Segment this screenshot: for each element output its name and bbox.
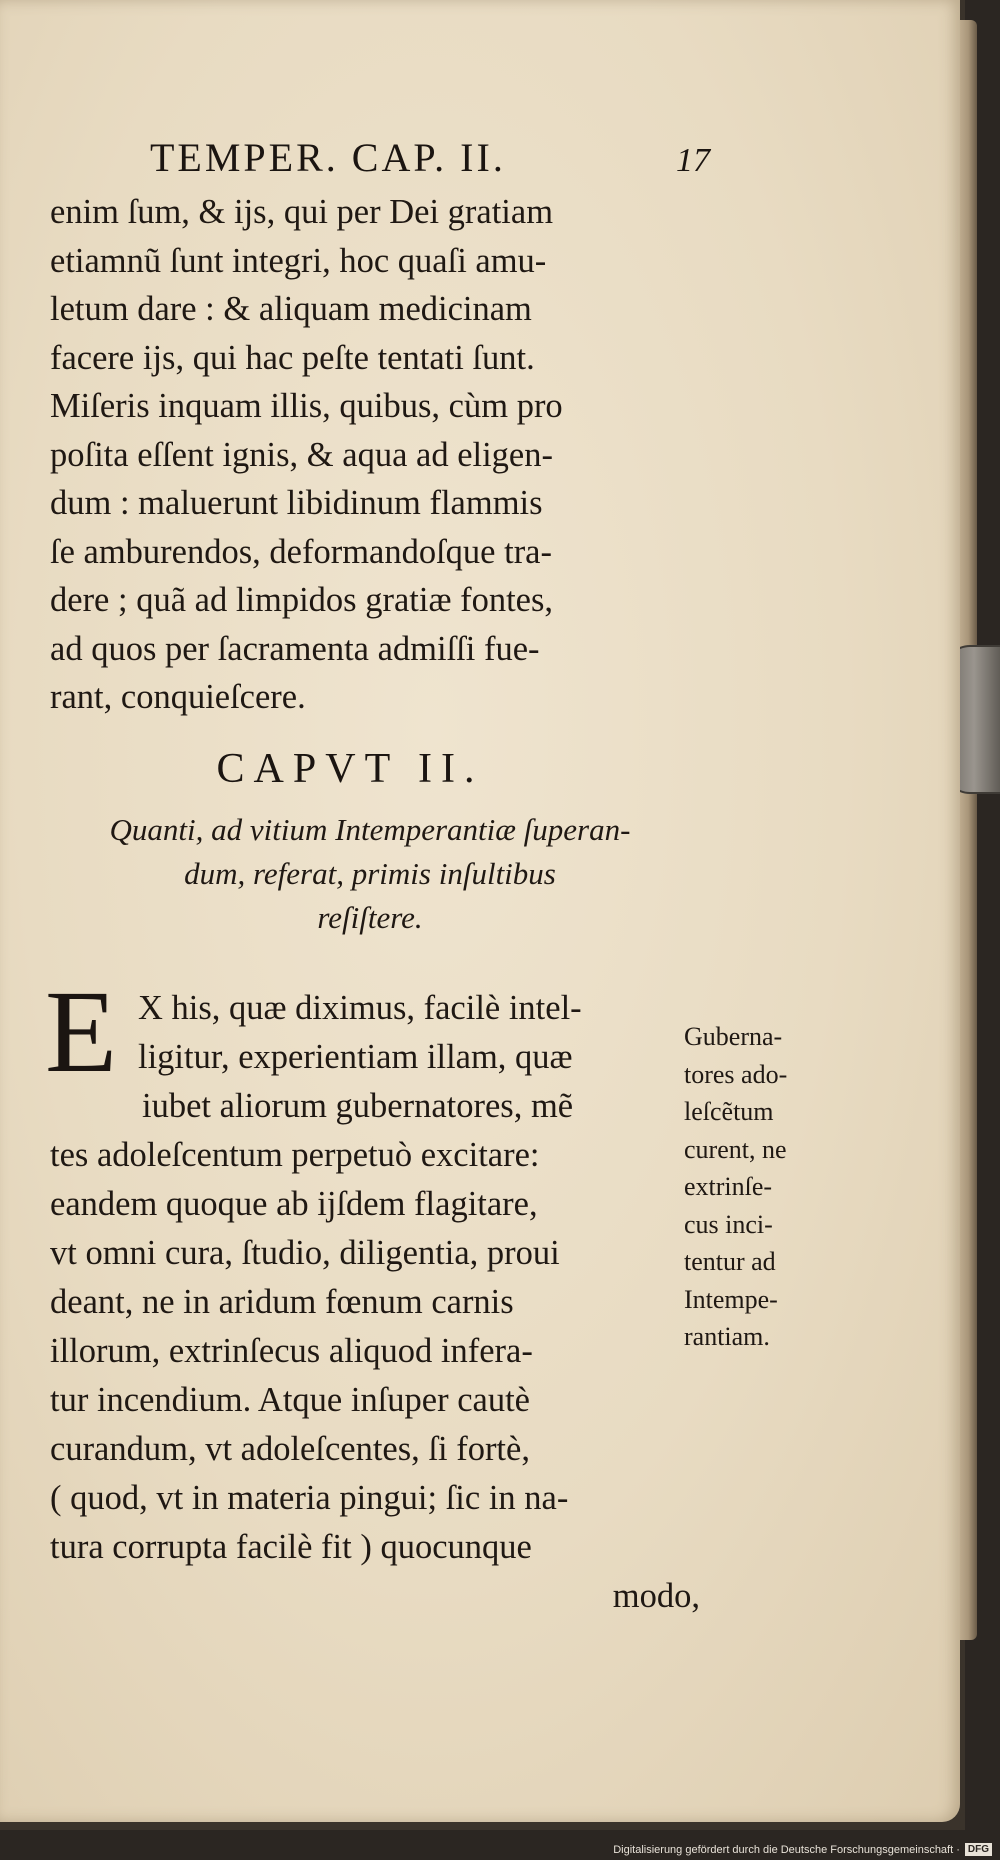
drop-cap-initial: E [44, 966, 118, 1097]
text-line: X his, quæ diximus, facilè intel- [138, 989, 582, 1027]
marginal-line: Guberna- [684, 1022, 783, 1051]
text-line: etiamnũ ſunt integri, hoc quaſi amu- [50, 241, 547, 280]
text-line: ſe amburendos, deformandoſque tra- [50, 532, 552, 571]
body-text-top [50, 188, 700, 722]
summary-line: reſiſtere. [317, 900, 423, 935]
text-line: vt omni cura, ſtudio, diligentia, proui [50, 1234, 560, 1272]
marginal-line: extrinſe- [684, 1172, 773, 1201]
text-line: dere ; quã ad limpidos gratiæ fontes, [50, 581, 554, 619]
text-line: enim ſum, & ijs, qui per Dei gratiam [50, 193, 554, 231]
running-title: TEMPER. CAP. II. [150, 135, 506, 180]
text-line: tes adoleſcentum perpetuò excitare: [50, 1136, 540, 1174]
marginal-line: Intempe- [684, 1284, 778, 1314]
marginal-note [684, 1018, 854, 1356]
show-through-text [705, 190, 885, 970]
text-line: iubet aliorum gubernatores, mẽ [142, 1087, 574, 1125]
text-line: curandum, vt adoleſcentes, ſi fortè, [50, 1430, 530, 1468]
text-line: poſita eſſent ignis, & aqua ad eligen- [50, 435, 553, 474]
marginal-line: curent, ne [684, 1134, 787, 1164]
summary-line: dum, referat, primis inſultibus [184, 856, 556, 891]
text-line: ( quod, vt in materia pingui; ſic in na- [50, 1479, 569, 1517]
text-line: eandem quoque ab ijſdem flagitare, [50, 1185, 538, 1223]
catchword: modo, [612, 1577, 700, 1615]
text-line: dum : maluerunt libidinum flammis [50, 484, 543, 522]
chapter-summary [30, 808, 710, 940]
body-text-bottom [50, 984, 700, 1621]
text-line: tura corrupta facilè fit ) quocunque [50, 1528, 532, 1566]
summary-line: Quanti, ad vitium Intemperantiæ ſuperan- [109, 812, 631, 847]
text-line: illorum, extrinſecus aliquod infera- [50, 1332, 533, 1370]
marginal-line: cus inci- [684, 1209, 773, 1239]
marginal-line: tentur ad [684, 1247, 776, 1276]
page-number: 17 [676, 142, 710, 179]
marginal-line: tores ado- [684, 1059, 788, 1089]
text-line: Miſeris inquam illis, quibus, cùm pro [50, 387, 563, 425]
dfg-logo: DFG [965, 1843, 992, 1856]
chapter-heading: CAPVT II. [216, 746, 484, 792]
digitization-credit [613, 1843, 992, 1856]
text-line: ad quos per ſacramenta admiſſi fue- [50, 629, 540, 668]
text-line: letum dare : & aliquam medicinam [50, 290, 532, 328]
marginal-line: rantiam. [684, 1322, 770, 1351]
running-head [150, 134, 710, 181]
text-line: ligitur, experientiam illam, quæ [138, 1038, 573, 1076]
text-line: deant, ne in aridum fœnum carnis [50, 1283, 514, 1321]
marginal-line: leſcẽtum [684, 1097, 774, 1126]
text-line: facere ijs, qui hac peſte tentati ſunt. [50, 338, 535, 377]
text-line: rant, conquieſcere. [50, 678, 306, 716]
text-line: tur incendium. Atque inſuper cautè [50, 1381, 530, 1419]
credit-text: Digitalisierung gefördert durch die Deutsche Forschungsgemeinschaft · [613, 1843, 960, 1856]
